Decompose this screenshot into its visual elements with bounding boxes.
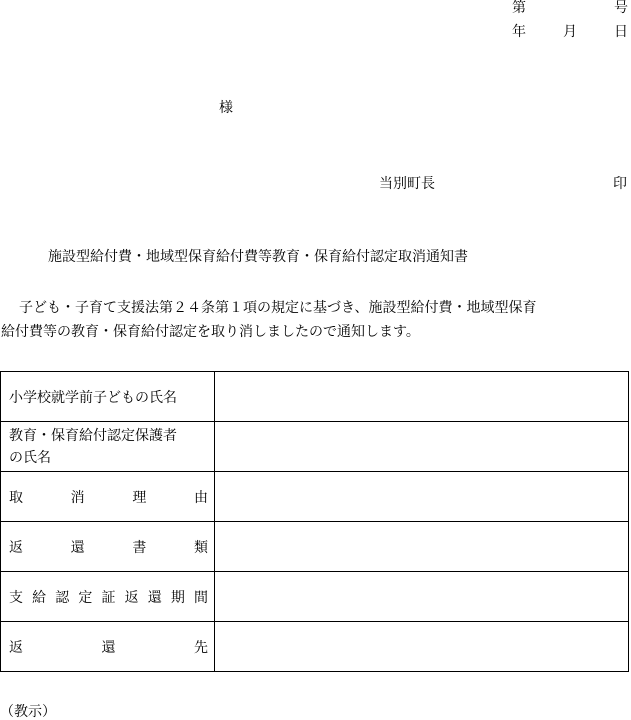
body-line-1: 子ども・子育て支援法第２４条第１項の規定に基づき、施設型給付費・地域型保育 [19, 300, 537, 316]
value-cell-guardian-name[interactable] [215, 422, 629, 472]
label-text: 小学校就学前子どもの氏名 [9, 389, 177, 406]
value-cell-cancel-reason[interactable] [215, 472, 629, 522]
date-year: 年 [512, 24, 526, 40]
instruction-notice: （教示） [0, 704, 56, 720]
table-row [1, 522, 629, 572]
document-number [512, 0, 628, 16]
label-line-2: の氏名 [9, 449, 51, 466]
value-cell-child-name[interactable] [215, 372, 629, 422]
issuer-name: 当別町長 [379, 176, 435, 192]
table-row [1, 472, 629, 522]
row-label-return-destination: 返 還 先 [1, 622, 215, 672]
row-label-return-documents: 返 還 書 類 [1, 522, 215, 572]
table-row [1, 372, 629, 422]
date-day: 日 [614, 24, 628, 40]
document-date [512, 24, 628, 40]
table-row [1, 572, 629, 622]
certificate-table [0, 371, 629, 672]
number-prefix: 第 [512, 0, 526, 16]
document-title: 施設型給付費・地域型保育給付費等教育・保育給付認定取消通知書 [48, 249, 468, 265]
row-label-cancel-reason: 取 消 理 由 [1, 472, 215, 522]
body-line-2: 給付費等の教育・保育給付認定を取り消しましたので通知します。 [1, 324, 420, 340]
number-suffix: 号 [614, 0, 628, 16]
seal-mark: 印 [613, 176, 627, 192]
value-cell-return-period[interactable] [215, 572, 629, 622]
label-line-1: 教育・保育給付認定保護者 [9, 427, 177, 444]
value-cell-return-documents[interactable] [215, 522, 629, 572]
row-label-return-period: 支 給 認 定 証 返 還 期 間 [1, 572, 215, 622]
table-row [1, 622, 629, 672]
addressee-suffix: 様 [219, 100, 233, 116]
value-cell-return-destination[interactable] [215, 622, 629, 672]
row-label-guardian-name [1, 422, 215, 472]
row-label-child-name [1, 372, 215, 422]
date-month: 月 [563, 24, 577, 40]
table-row [1, 422, 629, 472]
